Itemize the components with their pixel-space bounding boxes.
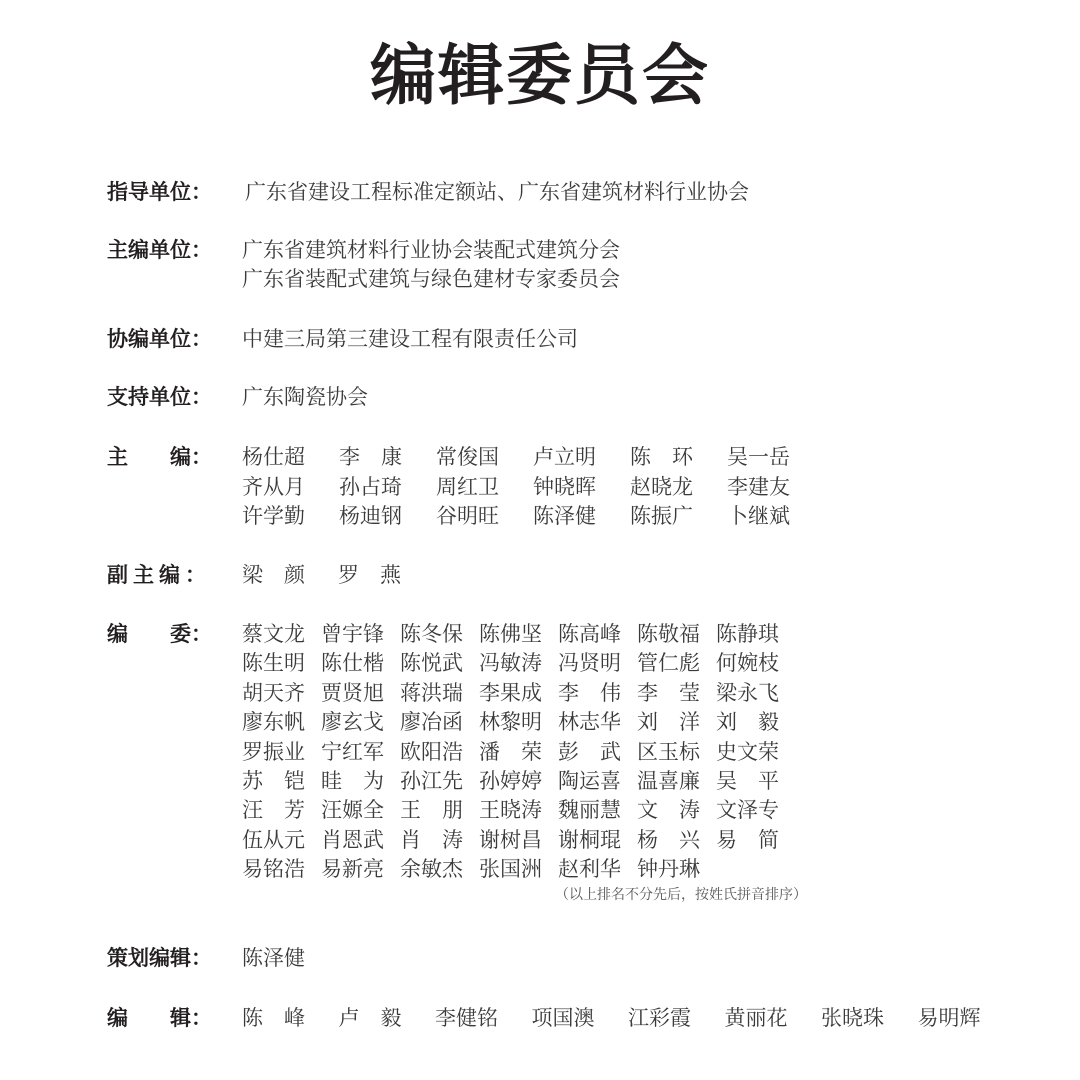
person-name: 钟丹琳 bbox=[637, 857, 700, 882]
person-name: 汪嫄全 bbox=[321, 798, 384, 823]
person-name: 易 简 bbox=[716, 827, 779, 852]
person-name: 李 莹 bbox=[637, 680, 700, 705]
person-name: 李 康 bbox=[339, 445, 402, 469]
planning-editor-name: 陈泽健 bbox=[242, 946, 305, 970]
person-name: 陈佛坚 bbox=[479, 622, 542, 646]
chief-unit-line: 广东省装配式建筑与绿色建材专家委员会 bbox=[242, 267, 620, 291]
person-name: 潘 荣 bbox=[479, 739, 542, 764]
person-name: 肖 涛 bbox=[400, 827, 463, 852]
person-name: 陈静琪 bbox=[716, 622, 779, 646]
chief-unit-label: 主编单位： bbox=[107, 238, 212, 262]
person-name: 陈振广 bbox=[630, 504, 693, 528]
person-name: 黄丽花 bbox=[724, 1006, 788, 1030]
person-name: 谷明旺 bbox=[436, 504, 499, 528]
person-name: 陈冬保 bbox=[400, 622, 463, 646]
person-name: 陶运喜 bbox=[558, 769, 621, 793]
person-name: 易新亮 bbox=[321, 857, 384, 882]
person-name: 廖玄戈 bbox=[321, 710, 384, 735]
support-unit-label: 支持单位： bbox=[107, 385, 212, 409]
person-name: 文泽专 bbox=[716, 798, 779, 823]
person-name: 胡天齐 bbox=[242, 680, 305, 705]
person-name: 曾宇锋 bbox=[321, 622, 384, 646]
person-name: 陈生明 bbox=[242, 651, 305, 676]
person-name: 陈 环 bbox=[630, 445, 693, 469]
person-name: 张国洲 bbox=[479, 857, 542, 882]
co-unit-text: 中建三局第三建设工程有限责任公司 bbox=[242, 327, 578, 351]
person-name: 杨 兴 bbox=[637, 827, 700, 852]
person-name: 刘 毅 bbox=[716, 710, 779, 735]
person-name: 谢桐琨 bbox=[558, 827, 621, 852]
person-name: 陈 峰 bbox=[242, 1006, 305, 1030]
person-name: 孙江先 bbox=[400, 769, 463, 793]
person-name: 赵晓龙 bbox=[630, 474, 693, 499]
person-name: 宁红军 bbox=[321, 739, 384, 764]
chief-unit-line: 广东省建筑材料行业协会装配式建筑分会 bbox=[242, 238, 620, 262]
person-name: 齐从月 bbox=[242, 474, 305, 499]
person-name: 廖东帆 bbox=[242, 710, 305, 735]
person-name: 陈泽健 bbox=[533, 504, 596, 528]
person-name: 杨仕超 bbox=[242, 445, 305, 469]
editors-label: 编 辑： bbox=[107, 1006, 212, 1030]
person-name: 卜继斌 bbox=[727, 504, 790, 528]
person-name: 陈高峰 bbox=[558, 622, 621, 646]
deputy-editors-label: 副主编： bbox=[107, 563, 211, 587]
person-name: 文 涛 bbox=[637, 798, 700, 823]
person-name: 蔡文龙 bbox=[242, 622, 305, 646]
person-name: 吴 平 bbox=[716, 769, 779, 793]
guiding-unit-label: 指导单位： bbox=[107, 180, 212, 204]
person-name: 张晓珠 bbox=[821, 1006, 884, 1030]
person-name: 冯敏涛 bbox=[479, 651, 542, 676]
chief-editors-label: 主 编： bbox=[107, 445, 212, 469]
person-name: 冯贤明 bbox=[558, 651, 621, 676]
person-name: 王晓涛 bbox=[479, 798, 542, 823]
person-name: 管仁彪 bbox=[637, 651, 700, 676]
person-name: 何婉枝 bbox=[716, 651, 779, 676]
person-name: 廖冶函 bbox=[400, 710, 463, 735]
person-name: 孙占琦 bbox=[339, 474, 402, 499]
person-name: 肖恩武 bbox=[321, 827, 384, 852]
person-name: 常俊国 bbox=[436, 445, 499, 469]
person-name: 史文荣 bbox=[716, 739, 779, 764]
person-name: 李建友 bbox=[727, 474, 790, 499]
person-name: 李果成 bbox=[479, 680, 542, 705]
person-name: 伍从元 bbox=[242, 827, 305, 852]
person-name: 吴一岳 bbox=[727, 445, 790, 469]
person-name: 许学勤 bbox=[242, 504, 305, 528]
person-name: 李健铭 bbox=[435, 1006, 498, 1030]
person-name: 卢立明 bbox=[533, 445, 596, 469]
support-unit-text: 广东陶瓷协会 bbox=[242, 385, 368, 409]
person-name: 谢树昌 bbox=[479, 827, 542, 852]
person-name: 余敏杰 bbox=[400, 857, 463, 882]
person-name: 魏丽慧 bbox=[558, 798, 621, 823]
person-name: 易铭浩 bbox=[242, 857, 305, 882]
person-name: 苏 铠 bbox=[242, 769, 305, 793]
person-name: 陈悦武 bbox=[400, 651, 463, 676]
person-name: 江彩霞 bbox=[628, 1006, 691, 1030]
person-name: 林志华 bbox=[558, 710, 621, 735]
person-name: 易明辉 bbox=[917, 1006, 981, 1030]
person-name: 彭 武 bbox=[558, 739, 621, 764]
co-unit-label: 协编单位： bbox=[107, 327, 212, 351]
person-name: 区玉标 bbox=[637, 739, 700, 764]
person-name: 眭 为 bbox=[321, 769, 384, 793]
guiding-unit-text: 广东省建设工程标准定额站、广东省建筑材料行业协会 bbox=[245, 180, 749, 204]
person-name: 温喜廉 bbox=[637, 769, 700, 793]
person-name: 周红卫 bbox=[436, 474, 499, 499]
page-title: 编辑委员会 bbox=[370, 37, 710, 114]
person-name: 欧阳浩 bbox=[400, 739, 463, 764]
person-name: 卢 毅 bbox=[338, 1006, 402, 1030]
person-name: 钟晓晖 bbox=[533, 474, 596, 499]
person-name: 孙婷婷 bbox=[479, 769, 542, 793]
person-name: 林黎明 bbox=[479, 710, 542, 735]
deputy-editor-name: 罗 燕 bbox=[338, 563, 401, 587]
person-name: 杨迪钢 bbox=[339, 504, 402, 528]
person-name: 李 伟 bbox=[558, 680, 621, 705]
person-name: 蒋洪瑞 bbox=[400, 680, 463, 705]
deputy-editor-name: 梁 颜 bbox=[242, 563, 305, 587]
person-name: 汪 芳 bbox=[242, 798, 305, 823]
person-name: 陈仕楷 bbox=[321, 651, 384, 676]
person-name: 贾贤旭 bbox=[321, 680, 384, 705]
person-name: 赵利华 bbox=[558, 857, 621, 882]
person-name: 陈敬福 bbox=[637, 622, 700, 646]
person-name: 项国澳 bbox=[531, 1006, 595, 1030]
committee-label: 编 委： bbox=[107, 622, 212, 646]
person-name: 梁永飞 bbox=[716, 680, 779, 705]
committee-note: （以上排名不分先后，按姓氏拼音排序） bbox=[555, 887, 807, 903]
person-name: 刘 洋 bbox=[637, 710, 700, 735]
person-name: 罗振业 bbox=[242, 739, 305, 764]
planning-editor-label: 策划编辑： bbox=[107, 946, 212, 970]
person-name: 王 朋 bbox=[400, 798, 463, 823]
